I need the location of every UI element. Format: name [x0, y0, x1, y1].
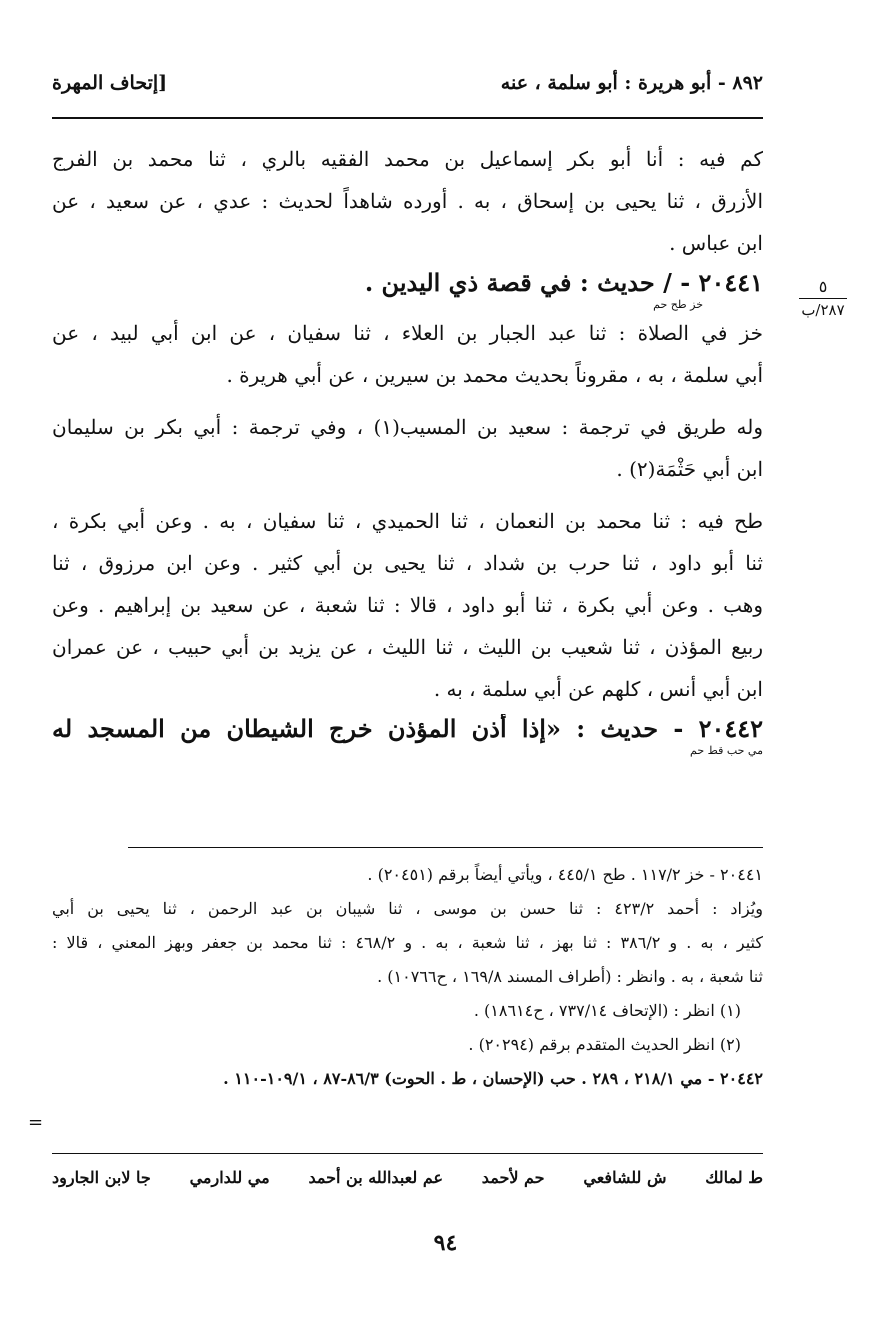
continuation-mark: = — [28, 1112, 44, 1133]
page-number: ٩٤ — [433, 1230, 458, 1256]
footnote-rule — [128, 847, 763, 848]
abbr-item: جا لابن الجارود — [52, 1168, 151, 1187]
text-line: ابن أبي حَثْمَة(٢) . — [616, 457, 763, 481]
note-line: ٢٠٤٤٢ - مي ٢١٨/١ ، ٢٨٩ . حب (الإحسان ، ط . الحوت) ٨٦/٣-٨٧ ، ١٠٩/١-١١٠ . — [223, 1069, 763, 1088]
text-line: ثنا أبو داود ، ثنا حرب بن شداد ، ثنا يحيى بن أبي كثير . وعن ابن مرزوق ، ثنا — [52, 551, 763, 575]
margin-rule — [799, 298, 847, 299]
running-head-chapter: ٨٩٢ - أبو هريرة : أبو سلمة ، عنه — [500, 72, 763, 94]
hadith-heading: ٢٠٤٤٢ - حديث : «إذا أذن المؤذن خرج الشيطان من المسجد له — [52, 714, 763, 743]
abbreviations-key — [52, 1168, 763, 1187]
footnote-2: (٢) انظر الحديث المتقدم برقم (٢٠٢٩٤) . — [468, 1035, 741, 1054]
text-line: ابن عباس . — [669, 231, 763, 255]
text-line: ربيع المؤذن ، ثنا شعيب بن الليث ، ثنا الليث ، عن يزيد بن أبي حبيب ، عن عمران — [52, 635, 763, 659]
note-line: كثير ، به . و ٣٨٦/٢ : ثنا بهز ، ثنا شعبة ، به . و ٤٦٨/٢ : ثنا محمد بن جعفر وبهز المعني ، قالا : — [52, 933, 763, 952]
source-codes: خز طح حم — [653, 298, 703, 311]
footnote-1: (١) انظر : (الإتحاف ٧٣٧/١٤ ، ح١٨٦١٤) . — [473, 1001, 741, 1020]
note-line: ويُزاد : أحمد ٤٢٣/٢ : ثنا حسن بن موسى ، ثنا شيبان بن عبد الرحمن ، ثنا يحيى بن أبي — [52, 899, 763, 918]
abbr-item: مي للدارمي — [189, 1168, 270, 1187]
text-line: أبي سلمة ، به ، مقروناً بحديث محمد بن سيرين ، عن أبي هريرة . — [226, 363, 763, 387]
abbr-item: ش للشافعي — [583, 1168, 667, 1187]
margin-mark: ٥ — [818, 277, 828, 296]
abbreviations-rule — [52, 1153, 763, 1154]
text-line: وهب . وعن أبي بكرة ، ثنا أبو داود ، قالا : ثنا شعبة ، عن سعيد بن إبراهيم . وعن — [52, 593, 763, 617]
margin-folio: ٢٨٧/ب — [801, 301, 845, 319]
text-line: ابن أبي أنس ، كلهم عن أبي سلمة ، به . — [433, 677, 763, 701]
abbr-item: حم لأحمد — [481, 1168, 545, 1187]
note-line: ثنا شعبة ، به . وانظر : (أطراف المسند ١٦٩/٨ ، ح١٠٧٦٦) . — [377, 967, 763, 986]
note-line: ٢٠٤٤١ - خز ١١٧/٢ . طح ٤٤٥/١ ، ويأتي أيضاً برقم (٢٠٤٥١) . — [367, 865, 763, 884]
text-line: الأزرق ، ثنا يحيى بن إسحاق ، به . أورده شاهداً لحديث : عدي ، عن سعيد ، عن — [52, 189, 763, 213]
main-text — [52, 138, 763, 758]
source-codes: مي حب قط حم — [690, 744, 763, 757]
apparatus-notes — [52, 858, 763, 1096]
text-line: كم فيه : أنا أبو بكر إسماعيل بن محمد الفقيه بالري ، ثنا محمد بن الفرج — [52, 147, 763, 171]
abbr-item: ط لمالك — [705, 1168, 763, 1187]
header-rule — [52, 117, 763, 119]
abbr-item: عم لعبدالله بن أحمد — [308, 1168, 444, 1187]
hadith-heading: ٢٠٤٤١ - / حديث : في قصة ذي اليدين . — [364, 268, 763, 297]
text-line: خز في الصلاة : ثنا عبد الجبار بن العلاء ، ثنا سفيان ، عن ابن أبي لبيد ، عن — [52, 321, 763, 345]
text-line: طح فيه : ثنا محمد بن النعمان ، ثنا الحميدي ، ثنا سفيان ، به . وعن أبي بكرة ، — [52, 509, 763, 533]
margin-manuscript-ref — [795, 277, 851, 319]
running-head-book-title: [إتحاف المهرة — [52, 72, 168, 94]
text-line: وله طريق في ترجمة : سعيد بن المسيب(١) ، وفي ترجمة : أبي بكر بن سليمان — [52, 415, 763, 439]
